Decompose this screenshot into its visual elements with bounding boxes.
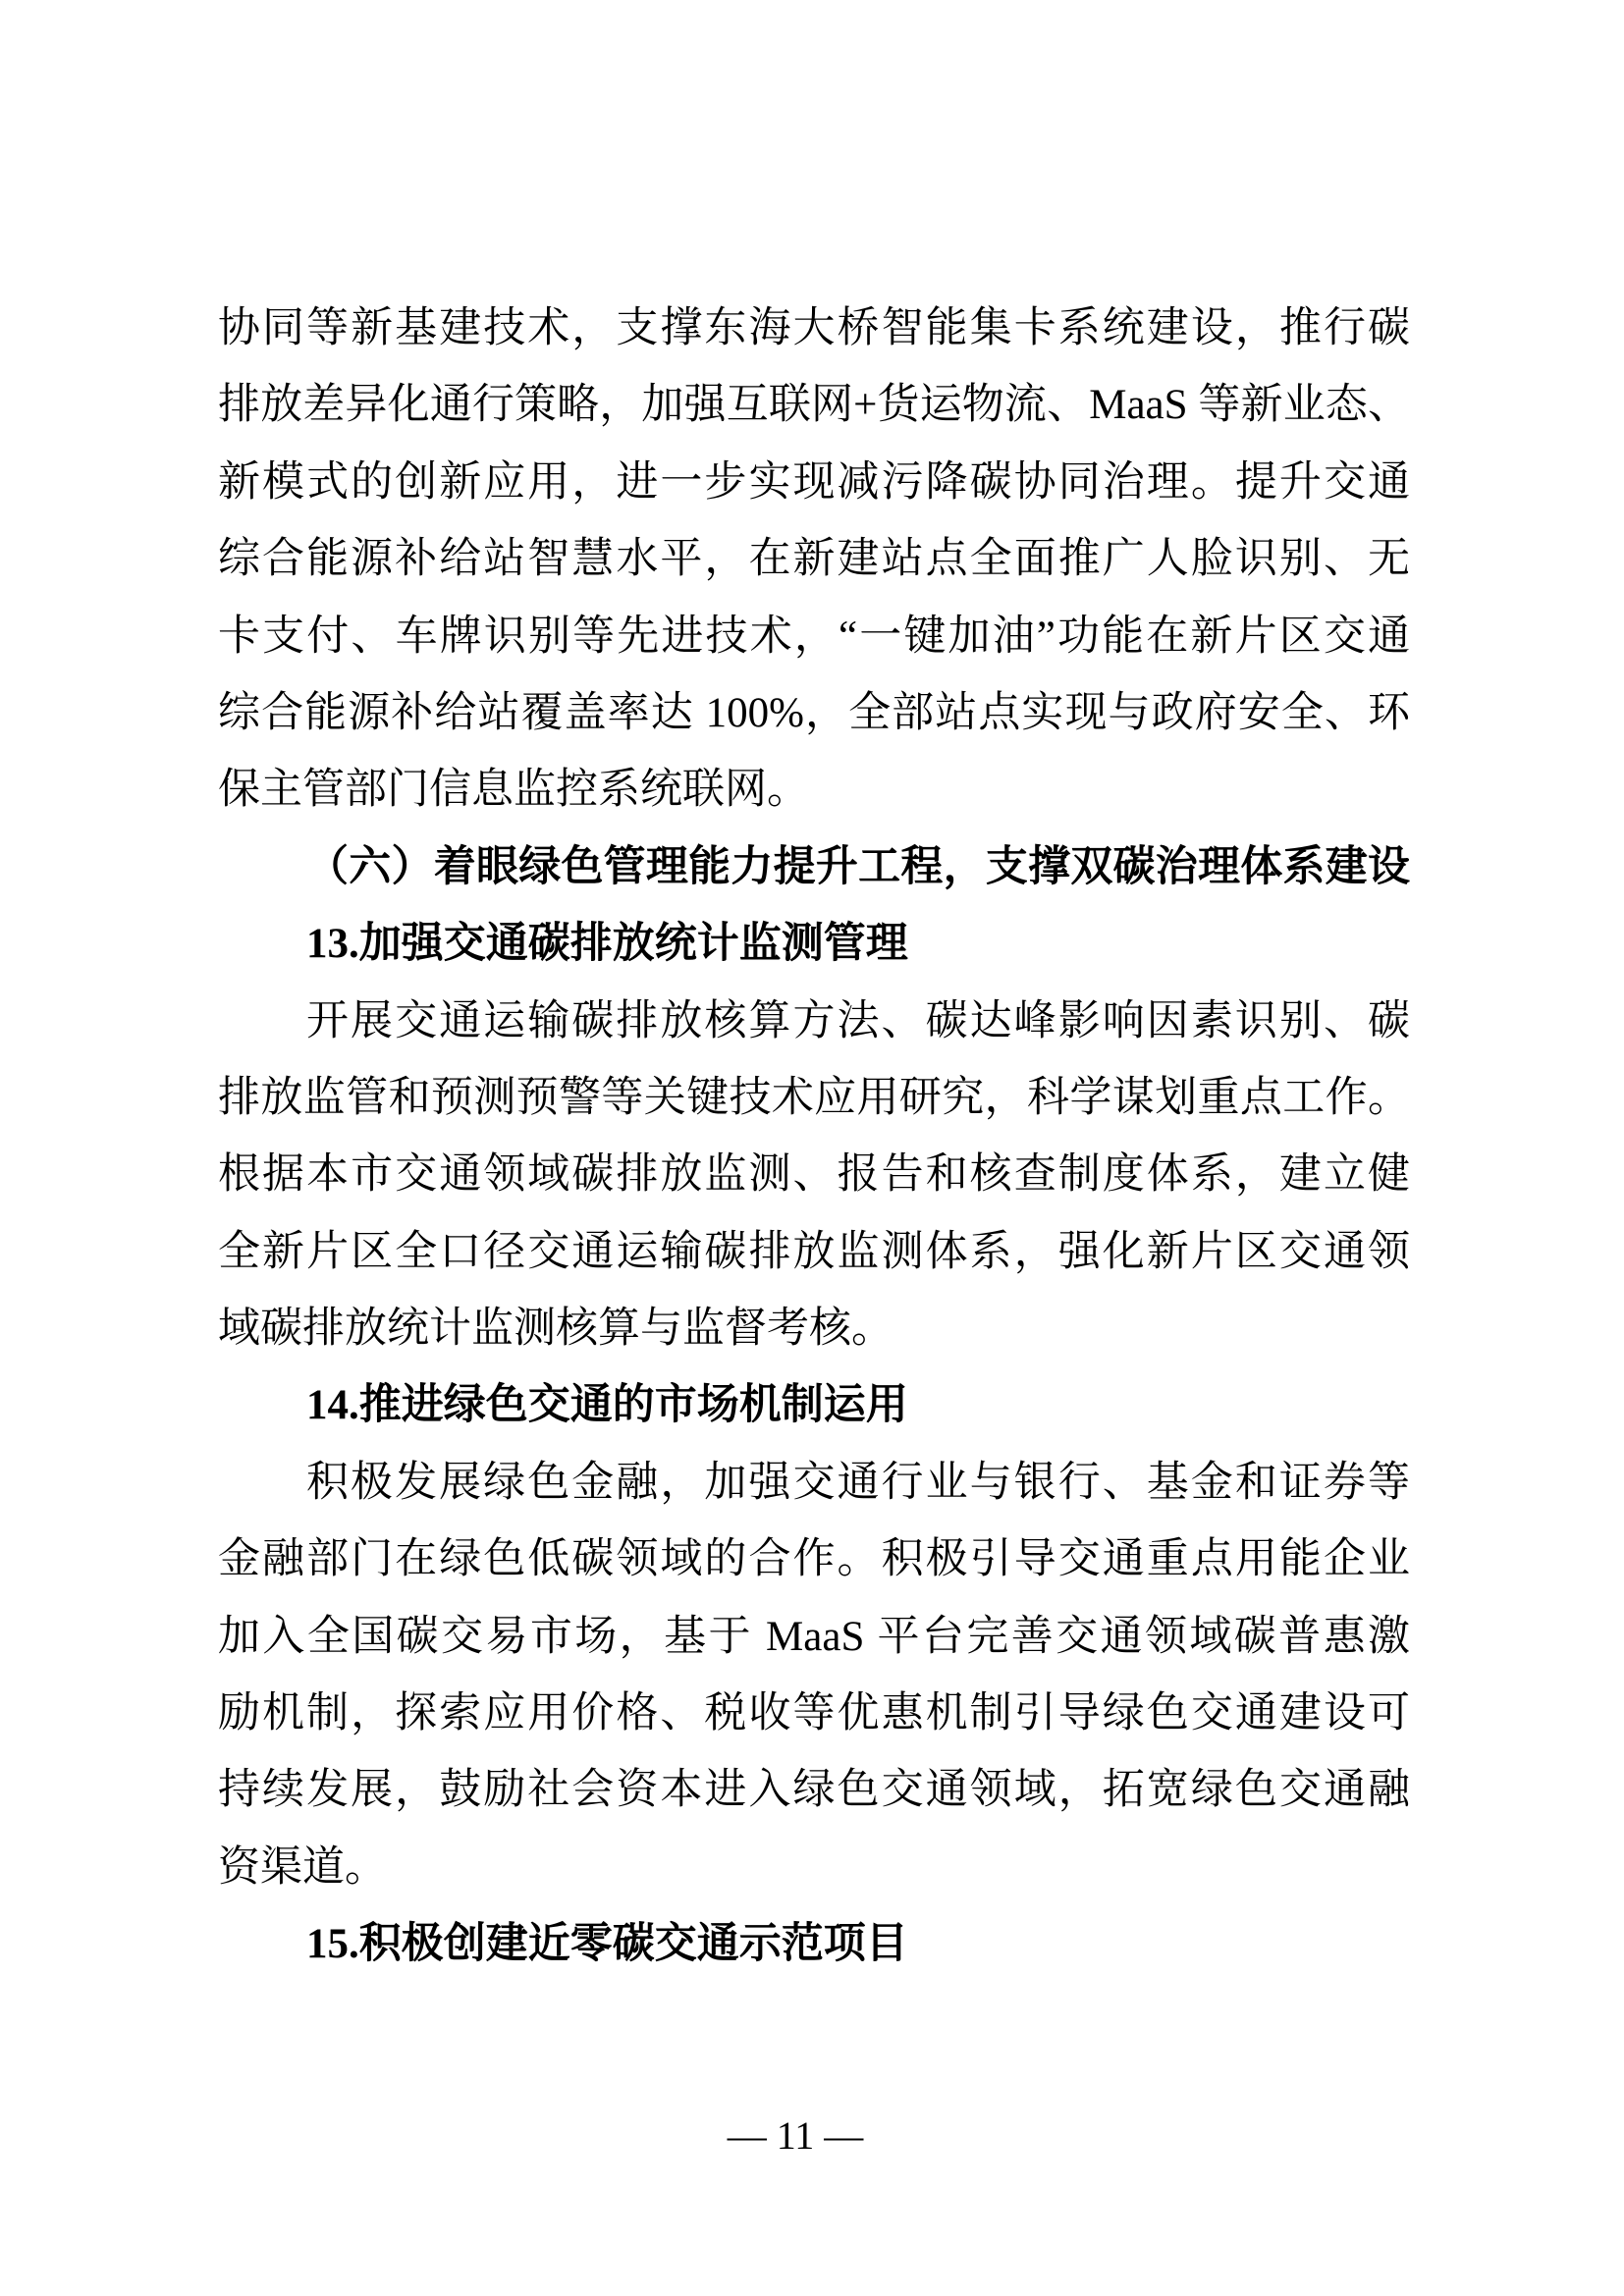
body-line: 综合能源补给站智慧水平，在新建站点全面推广人脸识别、无: [218, 536, 1410, 583]
body-line: 励机制，探索应用价格、税收等优惠机制引导绿色交通建设可: [218, 1690, 1410, 1737]
body-line: 资渠道。: [218, 1843, 387, 1891]
body-line: 金融部门在绿色低碳领域的合作。积极引导交通重点用能企业: [218, 1536, 1410, 1583]
body-line: 综合能源补给站覆盖率达 100%，全部站点实现与政府安全、环: [218, 689, 1410, 736]
body-line: 排放监管和预测预警等关键技术应用研究，科学谋划重点工作。: [218, 1074, 1410, 1121]
body-line: 加入全国碳交易市场，基于 MaaS 平台完善交通领域碳普惠激: [218, 1613, 1410, 1660]
body-line: 新模式的创新应用，进一步实现减污降碳协同治理。提升交通: [218, 458, 1410, 506]
body-line: 根据本市交通领域碳排放监测、报告和核查制度体系，建立健: [218, 1151, 1410, 1199]
body-line: 保主管部门信息监控系统联网。: [218, 767, 809, 814]
body-line: 积极发展绿色金融，加强交通行业与银行、基金和证券等: [306, 1459, 1410, 1506]
item-heading-13: 13.加强交通碳排放统计监测管理: [306, 921, 908, 968]
body-line: 开展交通运输碳排放核算方法、碳达峰影响因素识别、碳: [306, 997, 1410, 1044]
body-line: 卡支付、车牌识别等先进技术，“一键加油”功能在新片区交通: [218, 613, 1410, 660]
item-heading-15: 15.积极创建近零碳交通示范项目: [306, 1921, 908, 1968]
body-line: 域碳排放统计监测核算与监督考核。: [218, 1306, 893, 1353]
page-number: — 11 —: [727, 2113, 864, 2158]
item-heading-14: 14.推进绿色交通的市场机制运用: [306, 1382, 908, 1429]
body-line: 排放差异化通行策略，加强互联网+货运物流、MaaS 等新业态、: [218, 382, 1410, 429]
body-line: 持续发展，鼓励社会资本进入绿色交通领域，拓宽绿色交通融: [218, 1767, 1410, 1814]
body-line: 全新片区全口径交通运输碳排放监测体系，强化新片区交通领: [218, 1228, 1410, 1275]
section-heading-6: （六）着眼绿色管理能力提升工程，支撑双碳治理体系建设: [306, 843, 1410, 890]
body-line: 协同等新基建技术，支撑东海大桥智能集卡系统建设，推行碳: [218, 305, 1410, 351]
text-block: [218, 291, 1410, 1984]
